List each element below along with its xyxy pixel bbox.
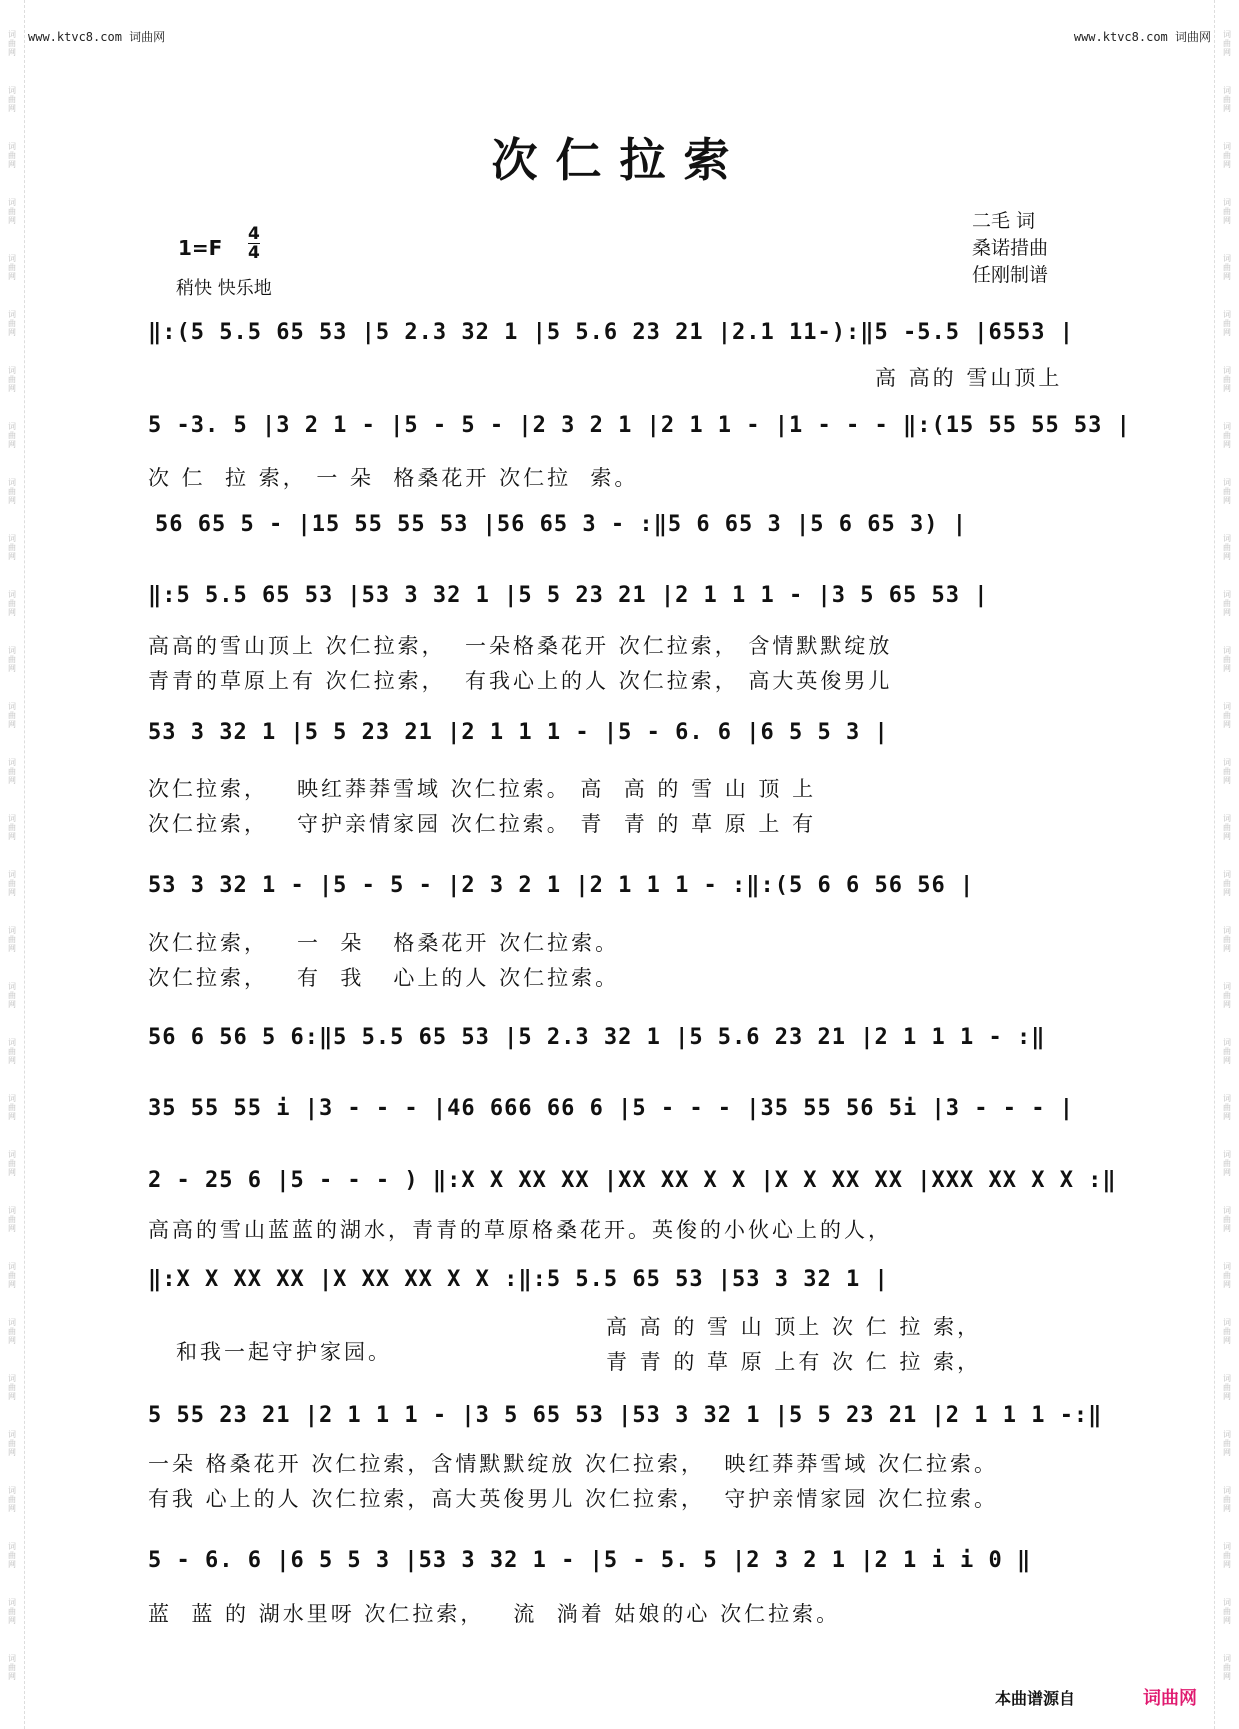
notation-row: 56 65 5 - |15 55 55 53 |56 65 3 - :‖5 6 65 3 |5 6 65 3) | <box>155 512 967 537</box>
lyric-line: 高高的雪山顶上 次仁拉索， 一朵格桑花开 次仁拉索， 含情默默绽放 <box>148 634 893 658</box>
side-watermark: 词 曲 网 <box>8 142 16 169</box>
side-watermark: 词 曲 网 <box>8 478 16 505</box>
side-watermark: 词 曲 网 <box>8 534 16 561</box>
lyric-line: 次 仁 拉 索， 一 朵 格桑花开 次仁拉 索。 <box>148 466 639 490</box>
side-watermark: 词 曲 网 <box>1223 870 1231 897</box>
side-watermark: 词 曲 网 <box>8 86 16 113</box>
lyricist-credit: 二毛 词 <box>972 210 1036 232</box>
lyric-line: 高高的雪山蓝蓝的湖水，青青的草原格桑花开。英俊的小伙心上的人， <box>148 1218 892 1242</box>
credits <box>972 208 1048 289</box>
side-watermark: 词 曲 网 <box>1223 1542 1231 1569</box>
notation-row: ‖:5 5.5 65 53 |53 3 32 1 |5 5 23 21 |2 1 1 1 - |3 5 65 53 | <box>148 583 989 608</box>
header-url-left[interactable]: www.ktvc8.com 词曲网 <box>28 30 166 44</box>
side-watermark: 词 曲 网 <box>8 1094 16 1121</box>
side-watermark: 词 曲 网 <box>1223 366 1231 393</box>
side-watermark: 词 曲 网 <box>1223 422 1231 449</box>
lyric-line: 次仁拉索， 守护亲情家园 次仁拉索。 青 青 的 草 原 上 有 <box>148 812 817 836</box>
side-watermark: 词 曲 网 <box>1223 702 1231 729</box>
time-signature-top: 4 <box>248 224 260 244</box>
side-watermark: 词 曲 网 <box>1223 646 1231 673</box>
side-watermark: 词 曲 网 <box>1223 1430 1231 1457</box>
notation-row: ‖:X X XX XX |X XX XX X X :‖:5 5.5 65 53 |53 3 32 1 | <box>148 1267 889 1292</box>
side-watermark: 词 曲 网 <box>1223 1654 1231 1681</box>
side-watermark: 词 曲 网 <box>1223 1374 1231 1401</box>
notation-row: 53 3 32 1 - |5 - 5 - |2 3 2 1 |2 1 1 1 - :‖:(5 6 6 56 56 | <box>148 873 975 898</box>
side-watermark: 词 曲 网 <box>8 982 16 1009</box>
notation-row: 35 55 55 i |3 - - - |46 666 66 6 |5 - - - |35 55 56 5i |3 - - - | <box>148 1096 1074 1121</box>
side-watermark: 词 曲 网 <box>8 1598 16 1625</box>
lyric-line: 一朵 格桑花开 次仁拉索，含情默默绽放 次仁拉索， 映红莽莽雪域 次仁拉索。 <box>148 1452 999 1476</box>
side-watermark: 词 曲 网 <box>1223 254 1231 281</box>
notation-row: 53 3 32 1 |5 5 23 21 |2 1 1 1 - |5 - 6. 6 |6 5 5 3 | <box>148 720 889 745</box>
side-watermark: 词 曲 网 <box>1223 1598 1231 1625</box>
lyric-line: 次仁拉索， 映红莽莽雪域 次仁拉索。 高 高 的 雪 山 顶 上 <box>148 777 817 801</box>
notation-row: 5 - 6. 6 |6 5 5 3 |53 3 32 1 - |5 - 5. 5 |2 3 2 1 |2 1 i i 0 ‖ <box>148 1548 1032 1573</box>
side-watermark: 词 曲 网 <box>1223 478 1231 505</box>
side-watermark: 词 曲 网 <box>1223 1150 1231 1177</box>
notation-row: 5 55 23 21 |2 1 1 1 - |3 5 65 53 |53 3 32 1 |5 5 23 21 |2 1 1 1 -:‖ <box>148 1403 1103 1428</box>
side-watermark: 词 曲 网 <box>1223 758 1231 785</box>
lyric-line: 青青的草原上有 次仁拉索， 有我心上的人 次仁拉索， 高大英俊男儿 <box>148 669 893 693</box>
side-watermark: 词 曲 网 <box>8 702 16 729</box>
side-watermark: 词 曲 网 <box>8 870 16 897</box>
lyric-line: 次仁拉索， 一 朵 格桑花开 次仁拉索。 <box>148 931 620 955</box>
source-site-link[interactable]: 词曲网 <box>1143 1688 1197 1709</box>
side-watermark: 词 曲 网 <box>1223 534 1231 561</box>
notation-row: 56 6 56 5 6:‖5 5.5 65 53 |5 2.3 32 1 |5 5.6 23 21 |2 1 1 1 - :‖ <box>148 1025 1046 1050</box>
right-margin-strip <box>1214 0 1239 1729</box>
header-url-right[interactable]: www.ktvc8.com 词曲网 <box>1073 30 1211 44</box>
time-signature-bottom: 4 <box>248 243 260 263</box>
side-watermark: 词 曲 网 <box>8 1374 16 1401</box>
side-watermark: 词 曲 网 <box>8 1430 16 1457</box>
side-watermark: 词 曲 网 <box>8 1486 16 1513</box>
side-watermark: 词 曲 网 <box>1223 30 1231 57</box>
side-watermark: 词 曲 网 <box>1223 814 1231 841</box>
side-watermark: 词 曲 网 <box>8 646 16 673</box>
lyric-line: 有我 心上的人 次仁拉索，高大英俊男儿 次仁拉索， 守护亲情家园 次仁拉索。 <box>148 1487 999 1511</box>
side-watermark: 词 曲 网 <box>8 1262 16 1289</box>
key-signature: 1=F <box>178 236 223 260</box>
source-label: 本曲谱源自 <box>995 1689 1076 1708</box>
side-watermark: 词 曲 网 <box>8 198 16 225</box>
side-watermark: 词 曲 网 <box>8 1318 16 1345</box>
side-watermark: 词 曲 网 <box>8 1542 16 1569</box>
side-watermark: 词 曲 网 <box>1223 1094 1231 1121</box>
lyric-line: 和我一起守护家园。 <box>176 1340 392 1364</box>
side-watermark: 词 曲 网 <box>8 30 16 57</box>
notation-row: 2 - 25 6 |5 - - - ) ‖:X X XX XX |XX XX X X |X X XX XX |XXX XX X X :‖ <box>148 1168 1117 1193</box>
side-watermark: 词 曲 网 <box>8 590 16 617</box>
side-watermark: 词 曲 网 <box>1223 142 1231 169</box>
side-watermark: 词 曲 网 <box>1223 1318 1231 1345</box>
side-watermark: 词 曲 网 <box>1223 86 1231 113</box>
side-watermark: 词 曲 网 <box>1223 926 1231 953</box>
side-watermark: 词 曲 网 <box>8 926 16 953</box>
side-watermark: 词 曲 网 <box>1223 198 1231 225</box>
lyric-line: 高 高的 雪山顶上 <box>875 366 1063 390</box>
side-watermark: 词 曲 网 <box>1223 1486 1231 1513</box>
left-margin-strip <box>0 0 25 1729</box>
side-watermark: 词 曲 网 <box>8 1654 16 1681</box>
side-watermark: 词 曲 网 <box>8 1206 16 1233</box>
side-watermark: 词 曲 网 <box>8 1150 16 1177</box>
side-watermark: 词 曲 网 <box>8 422 16 449</box>
notation-row: ‖:(5 5.5 65 53 |5 2.3 32 1 |5 5.6 23 21 |2.1 11-):‖5 -5.5 |6553 | <box>148 320 1074 345</box>
lyric-line: 次仁拉索， 有 我 心上的人 次仁拉索。 <box>148 966 620 990</box>
tempo-marking: 稍快 快乐地 <box>176 278 272 299</box>
side-watermark: 词 曲 网 <box>8 814 16 841</box>
side-watermark: 词 曲 网 <box>1223 310 1231 337</box>
side-watermark: 词 曲 网 <box>1223 1262 1231 1289</box>
side-watermark: 词 曲 网 <box>8 758 16 785</box>
lyric-line: 高 高 的 雪 山 顶上 次 仁 拉 索， <box>606 1315 982 1339</box>
side-watermark: 词 曲 网 <box>1223 982 1231 1009</box>
side-watermark: 词 曲 网 <box>8 1038 16 1065</box>
side-watermark: 词 曲 网 <box>1223 590 1231 617</box>
side-watermark: 词 曲 网 <box>8 254 16 281</box>
transcriber-credit: 任刚制谱 <box>972 264 1049 286</box>
lyric-line: 青 青 的 草 原 上有 次 仁 拉 索， <box>606 1350 982 1374</box>
time-signature <box>248 225 260 262</box>
side-watermark: 词 曲 网 <box>1223 1206 1231 1233</box>
composer-credit: 桑诺措曲 <box>972 237 1049 259</box>
side-watermark: 词 曲 网 <box>1223 1038 1231 1065</box>
side-watermark: 词 曲 网 <box>8 366 16 393</box>
song-title: 次仁拉索 <box>491 133 748 187</box>
lyric-line: 蓝 蓝 的 湖水里呀 次仁拉索， 流 淌着 姑娘的心 次仁拉索。 <box>148 1602 841 1626</box>
side-watermark: 词 曲 网 <box>8 310 16 337</box>
notation-row: 5 -3. 5 |3 2 1 - |5 - 5 - |2 3 2 1 |2 1 1 - |1 - - - ‖:(15 55 55 53 | <box>148 413 1131 438</box>
